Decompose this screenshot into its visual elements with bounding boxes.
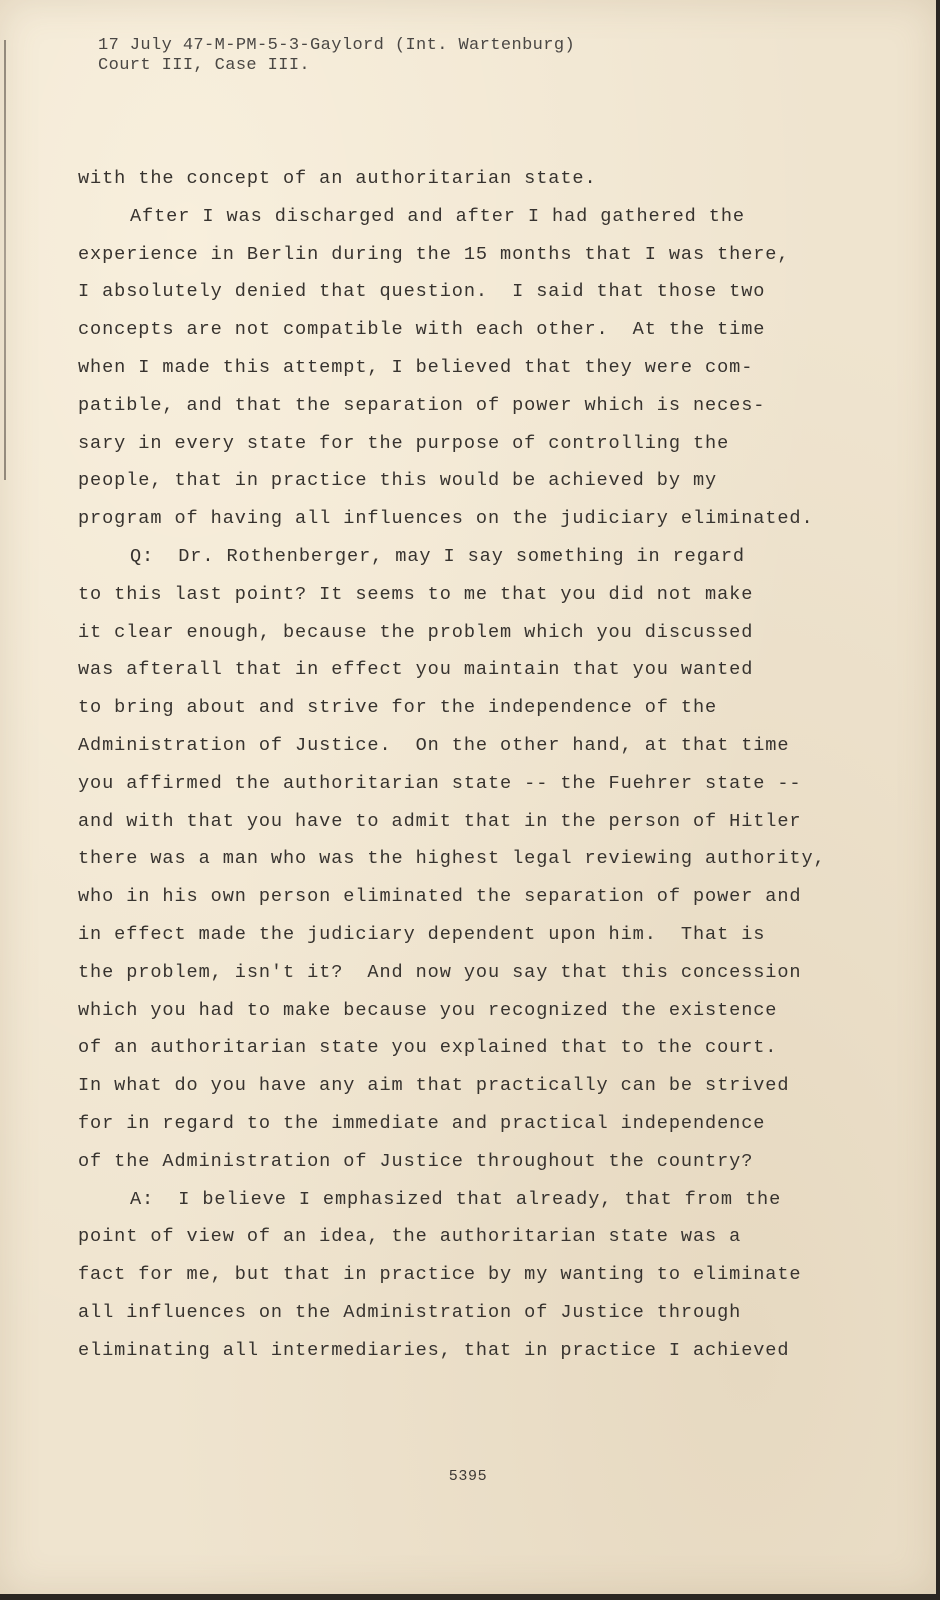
transcript-body (78, 160, 878, 1370)
header-line-2: Court III, Case III. (98, 56, 311, 75)
text-line: to this last point? It seems to me that you did not make (78, 583, 754, 605)
text-line: who in his own person eliminated the separation of power and (78, 886, 802, 908)
text-line: I absolutely denied that question. I said that those two (78, 281, 766, 303)
answer-line: A: I believe I emphasized that already, that from the (130, 1188, 782, 1210)
text-line: and with that you have to admit that in the person of Hitler (78, 810, 802, 832)
text-line: fact for me, but that in practice by my wanting to eliminate (78, 1264, 802, 1286)
text-line: the problem, isn't it? And now you say that this concession (78, 961, 802, 983)
text-line: there was a man who was the highest legal reviewing authority, (78, 848, 826, 870)
text-line: it clear enough, because the problem which you discussed (78, 621, 754, 643)
text-line: with the concept of an authoritarian state. (78, 168, 597, 189)
text-line: for in regard to the immediate and practical independence (78, 1112, 766, 1134)
text-line: of an authoritarian state you explained that to the court. (78, 1037, 778, 1059)
text-line: people, that in practice this would be achieved by my (78, 470, 718, 492)
page-number: 5395 (448, 1468, 488, 1485)
text-line: in effect made the judiciary dependent upon him. That is (78, 923, 766, 945)
text-line: when I made this attempt, I believed that they were com- (78, 356, 754, 378)
text-line: sary in every state for the purpose of controlling the (78, 432, 730, 454)
text-line: eliminating all intermediaries, that in practice I achieved (78, 1339, 790, 1361)
text-line: After I was discharged and after I had gathered the (130, 205, 745, 227)
document-header (98, 36, 575, 76)
text-line: you affirmed the authoritarian state -- the Fuehrer state -- (78, 772, 802, 794)
text-line: experience in Berlin during the 15 months that I was there, (78, 243, 790, 265)
text-line: In what do you have any aim that practically can be strived (78, 1075, 790, 1097)
text-line: patible, and that the separation of power which is neces- (78, 394, 766, 416)
text-line: Administration of Justice. On the other hand, at that time (78, 734, 790, 756)
text-line: program of having all influences on the judiciary eliminated. (78, 508, 814, 530)
text-line: of the Administration of Justice throughout the country? (78, 1150, 754, 1172)
text-line: all influences on the Administration of Justice through (78, 1301, 742, 1323)
header-line-1: 17 July 47-M-PM-5-3-Gaylord (Int. Wartenburg) (98, 36, 576, 55)
text-line: to bring about and strive for the independence of the (78, 697, 718, 719)
question-line: Q: Dr. Rothenberger, may I say something in regard (130, 545, 745, 567)
page-edge-mark (4, 40, 6, 480)
text-line: point of view of an idea, the authoritarian state was a (78, 1226, 742, 1248)
text-line: was afterall that in effect you maintain that you wanted (78, 659, 754, 681)
text-line: which you had to make because you recognized the existence (78, 999, 778, 1021)
text-line: concepts are not compatible with each other. At the time (78, 319, 766, 341)
